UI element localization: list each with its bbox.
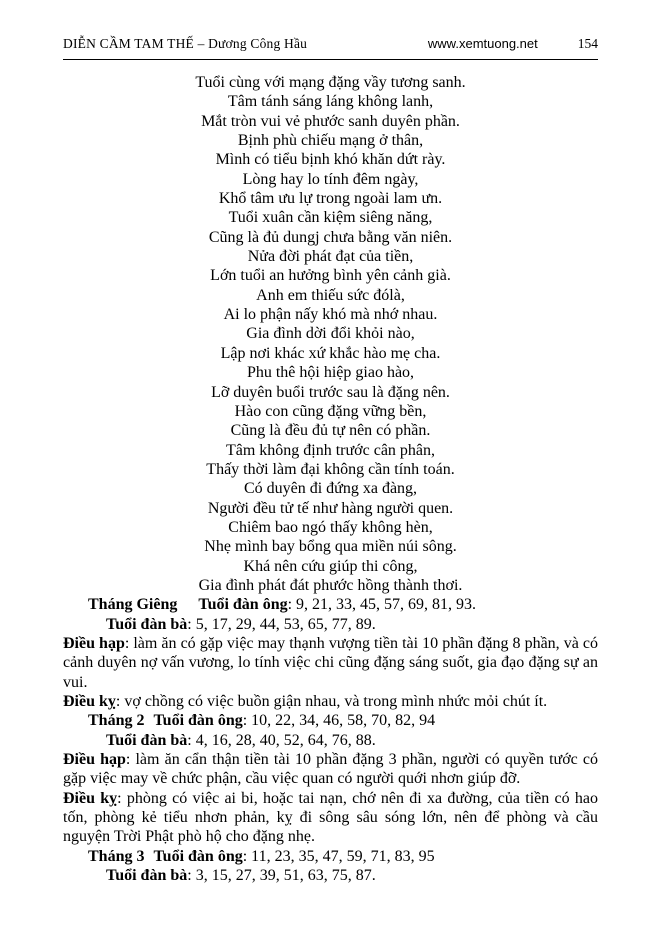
poem-line: Tâm tánh sáng láng không lanh, [227,93,434,111]
poem-line: Ai lo phận nấy khó mà nhớ nhau. [223,306,438,324]
poem-line: Lập nơi khác xứ khắc hào mẹ cha. [220,344,441,362]
fortune-poem [63,73,598,595]
poem-line: Lớn tuổi an hưởng bình yên cảnh già. [210,267,451,285]
women-ages-label: Tuổi đàn bà [106,867,188,885]
poem-line: Tuổi xuân cần kiệm siêng năng, [228,209,433,227]
poem-line: Mình có tiểu bịnh khó khăn dứt rày. [215,151,446,169]
poem-line: Khổ tâm ưu lự trong ngoài lam ưn. [218,190,443,208]
men-ages-label: Tuổi đàn ông [198,596,288,614]
women-ages-label: Tuổi đàn bà [106,731,188,749]
poem-line: Lòng hay lo tính đêm ngày, [242,170,419,188]
poem-line: Nhẹ mình bay bổng qua miền núi sông. [204,538,457,556]
month-label: Tháng Giêng [88,596,178,614]
poem-line: Gia đình dời đổi khỏi nào, [246,325,415,343]
men-ages-values: : 10, 22, 34, 46, 58, 70, 82, 94 [242,712,436,730]
women-ages-values: : 3, 15, 27, 39, 51, 63, 75, 87. [187,867,376,885]
poem-line: Phu thê hội hiệp giao hào, [246,364,415,382]
dieu-ky-label: Điều kỵ [63,693,116,710]
women-ages-values: : 4, 16, 28, 40, 52, 64, 76, 88. [187,731,376,749]
poem-line: Tâm không định trước cân phân, [225,441,436,459]
poem-line: Cũng là đủ dungj chưa bằng văn niên. [208,228,453,246]
month-men-line [63,847,598,866]
dieu-hap-label: Điều hạp [63,751,126,769]
dieu-hap-text: : làm ăn có gặp việc may thạnh vượng tiền tài 10 phần đặng 8 phần, và có cảnh duyên nợ vấn vương, lo tính việc chi cũng đặng sáng suốt, gia đạo đặng sự an vui. [63,634,599,691]
men-ages-label: Tuổi đàn ông [153,712,243,730]
dieu-ky-text: : vợ chồng có việc buồn giận nhau, và trong mình nhức mỏi chút ít. [115,693,548,710]
poem-line: Cũng là đều đủ tự nên có phần. [230,422,431,440]
section-month-1 [63,595,598,711]
month-men-line [63,711,598,730]
women-ages-values: : 5, 17, 29, 44, 53, 65, 77, 89. [187,615,376,633]
page-number: 154 [577,36,598,51]
poem-line: Bịnh phù chiếu mạng ở thân, [237,132,424,150]
women-line [63,615,598,634]
men-ages-values: : 9, 21, 33, 45, 57, 69, 81, 93. [287,596,477,614]
poem-line: Tuổi cùng với mạng đặng vầy tương sanh. [195,74,466,91]
dieu-ky-paragraph [63,789,598,847]
website-url: www.xemtuong.net [427,36,538,51]
poem-line: Nửa đời phát đạt của tiền, [247,248,414,266]
women-line [63,866,598,885]
men-ages-label: Tuổi đàn ông [153,847,243,865]
section-month-3 [63,847,598,886]
dieu-ky-text: : phòng có việc ai bi, hoặc tai nạn, chớ nên đi xa đường, của tiền có hao tốn, phòng kẻ tiểu nhơn phản, kỵ đi sông sâu sóng lớn, nên để phòng và cầu nguyện Trời Phật phò hộ cho đặng nhẹ. [63,789,598,846]
dieu-ky-label: Điều kỵ [63,789,118,807]
book-title: DIỄN CẦM TAM THẾ – Dương Công Hầu [63,36,308,51]
month-label: Tháng 3 [88,847,145,865]
poem-line: Mắt tròn vui vẻ phước sanh duyên phần. [201,112,460,130]
poem-line: Thấy thời làm đại không cần tính toán. [206,460,455,478]
women-ages-label: Tuổi đàn bà [106,615,188,633]
dieu-hap-label: Điều hạp [63,634,125,652]
month-men-line [63,595,598,614]
dieu-hap-text: : làm ăn cẩn thận tiền tài 10 phần đặng 3 phần, người có quyền tước có gặp việc may về chức phận, cầu việc quan có người quới nhơn giúp đỡ. [63,751,599,788]
poem-line: Chiêm bao ngó thấy không hèn, [228,518,433,536]
poem-line: Gia đình phát đát phước hồng thành thơi. [198,576,463,594]
section-month-2 [63,711,598,846]
poem-line: Lỡ duyên buổi trước sau là đặng nên. [211,383,450,401]
month-label: Tháng 2 [88,712,145,730]
poem-line: Khá nên cứu giúp thi công, [243,557,418,575]
dieu-ky-paragraph [63,692,598,711]
poem-line: Người đều tử tế như hàng người quen. [207,499,454,517]
men-ages-values: : 11, 23, 35, 47, 59, 71, 83, 95 [242,847,435,865]
poem-line: Có duyên đi đứng xa đàng, [243,480,418,498]
poem-line: Hào con cũng đặng vững bền, [234,402,427,420]
women-line [63,731,598,750]
page-header [63,36,598,60]
dieu-hap-paragraph [63,634,598,692]
dieu-hap-paragraph [63,750,598,789]
poem-line: Anh em thiếu sức đólà, [256,286,405,304]
month-sections [63,595,598,885]
